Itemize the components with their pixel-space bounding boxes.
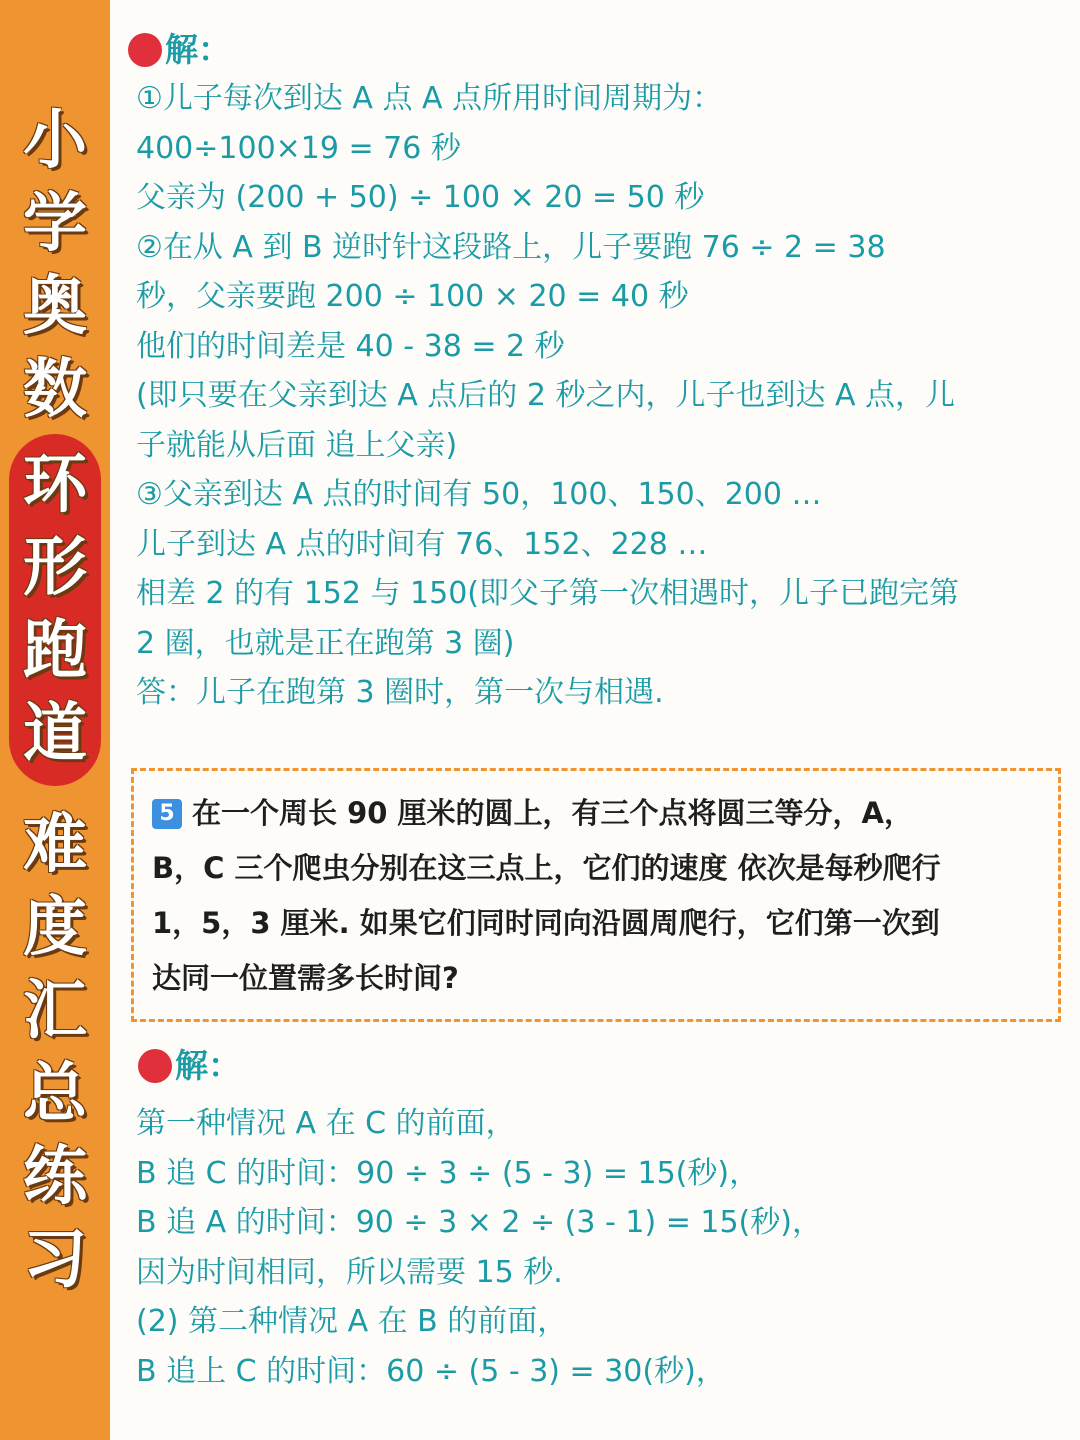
title-char: 奥 (23, 270, 87, 344)
problem-line: 1，5，3 厘米. 如果它们同时同向沿圆周爬行，它们第一次到 (152, 906, 940, 940)
solution-1-body (136, 74, 1066, 718)
problem-line: 达同一位置需多长时间? (152, 961, 459, 995)
solution-line: 第一种情况 A 在 C 的前面， (136, 1106, 516, 1141)
problem-box (131, 768, 1061, 1022)
title-char: 道 (23, 697, 87, 771)
title-char: 形 (23, 531, 87, 605)
bullet-dot-icon (128, 33, 162, 67)
solution-line: (即只要在父亲到达 A 点后的 2 秒之内，儿子也到达 A 点，儿 (136, 378, 956, 413)
title-char: 难 (23, 808, 87, 882)
title-char: 环 (23, 448, 87, 522)
solution-line: (2) 第二种情况 A 在 B 的前面， (136, 1304, 568, 1339)
title-char: 度 (23, 891, 87, 965)
solution-line: B 追 C 的时间：90 ÷ 3 ÷ (5 - 3) = 15(秒)， (136, 1155, 760, 1191)
solution-2-body (136, 1099, 1066, 1396)
solution-line: ③父亲到达 A 点的时间有 50，100、150、200 … (136, 477, 822, 512)
problem-line: 在一个周长 90 厘米的圆上，有三个点将圆三等分，A， (192, 796, 913, 830)
title-char: 练 (23, 1140, 87, 1214)
title-char: 跑 (23, 614, 87, 688)
bullet-dot-icon (138, 1049, 172, 1083)
solution-line: ①儿子每次到达 A 点 A 点所用时间周期为： (136, 81, 723, 116)
solution-line: 2 圈，也就是正在跑第 3 圈) (136, 625, 515, 661)
solution-line: B 追 A 的时间：90 ÷ 3 × 2 ÷ (3 - 1) = 15(秒)， (136, 1205, 822, 1240)
solution-line: 儿子到达 A 点的时间有 76、152、228 … (136, 526, 708, 562)
sidebar-banner (0, 0, 110, 1440)
title-char: 小 (23, 104, 87, 178)
title-char: 数 (23, 353, 87, 427)
solution-line: 秒，父亲要跑 200 ÷ 100 × 20 = 40 秒 (136, 279, 689, 314)
solution-line: 400÷100×19 = 76 秒 (136, 130, 461, 166)
problem-number-badge: 5 (152, 799, 182, 829)
solution-line: 答：儿子在跑第 3 圈时，第一次与相遇. (136, 675, 664, 710)
solution-line: 因为时间相同，所以需要 15 秒. (136, 1254, 563, 1290)
sidebar-title (0, 100, 110, 1302)
topic-pill (9, 434, 101, 786)
solution-heading-label: 解： (165, 30, 231, 69)
title-char: 总 (23, 1057, 87, 1131)
solution-heading-1 (128, 30, 231, 70)
solution-heading-2 (138, 1046, 241, 1086)
solution-line: 父亲为 (200 + 50) ÷ 100 × 20 = 50 秒 (136, 180, 705, 215)
title-char: 汇 (23, 974, 87, 1048)
solution-line: 相差 2 的有 152 与 150(即父子第一次相遇时，儿子已跑完第 (136, 576, 959, 611)
problem-text (152, 786, 1042, 1006)
solution-line: B 追上 C 的时间：60 ÷ (5 - 3) = 30(秒)， (136, 1353, 726, 1389)
title-char: 学 (23, 187, 87, 261)
problem-line: B，C 三个爬虫分别在这三点上，它们的速度 依次是每秒爬行 (152, 851, 941, 885)
solution-line: ②在从 A 到 B 逆时针这段路上，儿子要跑 76 ÷ 2 = 38 (136, 229, 886, 265)
solution-line: 他们的时间差是 40 - 38 = 2 秒 (136, 328, 565, 364)
solution-line: 子就能从后面 追上父亲) (136, 427, 458, 463)
title-char: 习 (23, 1223, 87, 1297)
solution-heading-label: 解： (175, 1046, 241, 1085)
